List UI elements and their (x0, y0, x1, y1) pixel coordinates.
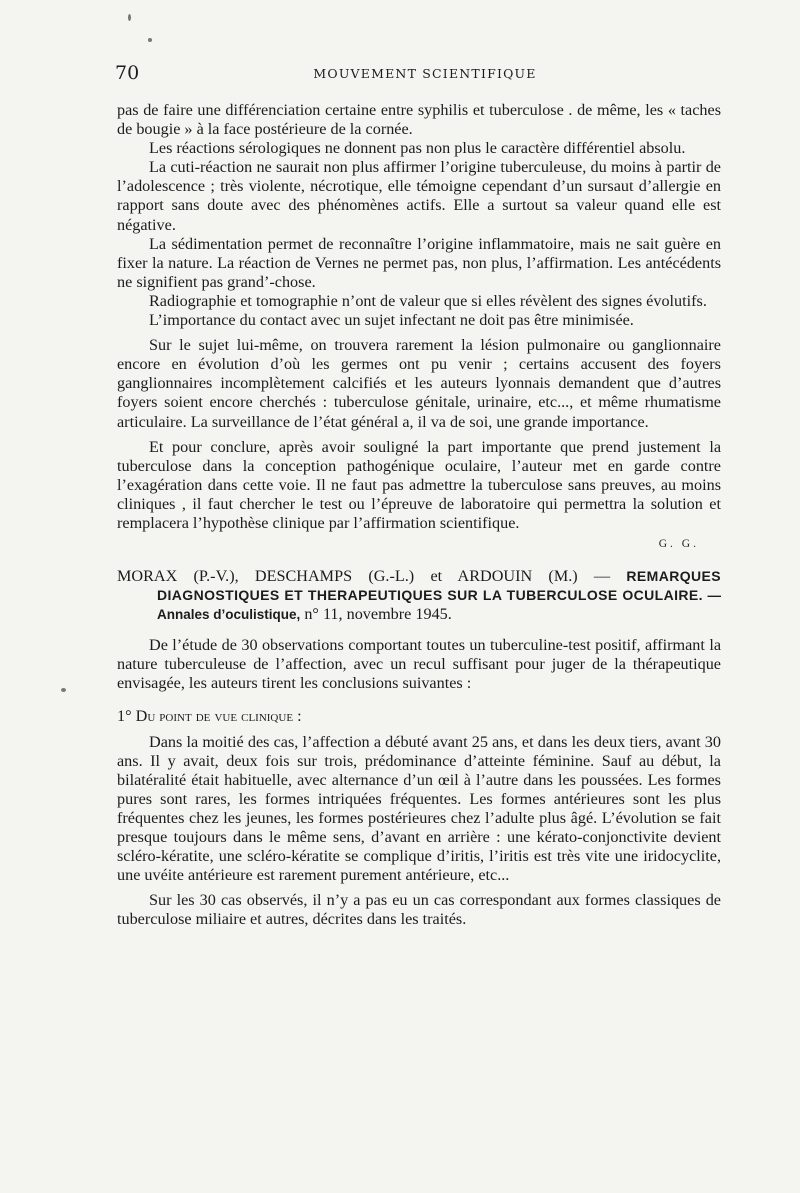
paragraph: De l’étude de 30 observations comportant toutes un tuberculine-test positif, affirmant la nature tuberculeuse de l’affection, avec un recul suffisant pour juger de la thérapeutique envisagée, les auteurs tirent les conclusions suivantes : (117, 636, 721, 693)
scan-speck (128, 14, 131, 21)
section-title: Du point de vue clinique : (135, 707, 302, 726)
paragraph: Radiographie et tomographie n’ont de valeur que si elles révèlent des signes évolutifs. (149, 291, 707, 310)
section-number: 1° (117, 707, 132, 726)
paragraph: L’importance du contact avec un sujet infectant ne doit pas être minimisée. (149, 311, 634, 330)
paragraph: Sur les 30 cas observés, il n’y a pas eu un cas correspondant aux formes classiques de tuberculose miliaire et autres, décrites dans les traités. (117, 891, 721, 929)
page-header (115, 62, 735, 86)
paragraph: La cuti-réaction ne saurait non plus affirmer l’origine tuberculeuse, du moins à partir de l’adolescence ; très violente, nécrotique, elle témoigne cependant d’un sursaut d’allergie en rapport sans doute avec des phénomènes actifs. Elle a surtout sa valeur quand elle est négative. (117, 158, 721, 234)
paragraph: Les réactions sérologiques ne donnent pas non plus le caractère différentiel absolu. (149, 139, 686, 158)
paragraph: Et pour conclure, après avoir souligné la part importante que prend justement la tuberculose dans la conception pathogénique oculaire, l’auteur met en garde contre l’exagération dans cette voie. Il ne faut pas admettre la tuberculose sans preuves, au moins cliniques , il faut chercher le test ou l’épreuve de laboratoire qui permettra la solution et remplacera l’hypothèse clinique par l’affirmation scientifique. (117, 437, 721, 532)
page-content (117, 101, 721, 929)
running-title: MOUVEMENT SCIENTIFIQUE (313, 66, 537, 81)
author-signature: G. G. (658, 538, 699, 551)
reference-journal: — Annales d’oculistique, (157, 588, 721, 623)
scan-speck (61, 688, 66, 692)
paragraph: Dans la moitié des cas, l’affection a débuté avant 25 ans, et dans les deux tiers, avant 30 ans. Il y avait, deux fois sur trois, prédominance d’atteinte féminine. Sauf au début, la bilatéralité était habituelle, avec alternance d’un œil à l’autre dans les poussées. Les formes pures sont rares, les formes intriquées fréquentes. Les formes antérieures sont les plus fréquentes chez les jeunes, les formes postérieures chez l’adulte plus âgé. L’évolution se fait presque toujours dans le même sens, d’avant en arrière : une kérato-conjonctivite devient scléro-kératite, une scléro-kératite se complique d’iritis, l’iritis est très vite une iridocyclite, une uvéite antérieure est rarement purement antérieure, etc... (117, 732, 721, 885)
reference-issue: n° 11, novembre 1945. (304, 605, 452, 624)
section-heading (117, 707, 721, 726)
bibliographic-reference (117, 567, 721, 624)
scan-speck (148, 38, 152, 42)
reference-authors: MORAX (P.-V.), DESCHAMPS (G.-L.) et ARDOUIN (M.) — (117, 567, 611, 586)
paragraph: Sur le sujet lui-même, on trouvera rarement la lésion pulmonaire ou ganglionnaire encore en évolution d’où les germes ont pu venir ; certains accusent des foyers ganglionnaires incomplètement calcifiés et les auteurs lyonnais demandent que d’autres foyers soient encore cherchés : tuberculose génitale, urinaire, etc..., et même rhumatisme articulaire. La surveillance de l’état général a, il va de soi, une grande importance. (117, 336, 721, 431)
page-number: 70 (115, 62, 140, 84)
paragraph: pas de faire une différenciation certaine entre syphilis et tuberculose . de même, les « taches de bougie » à la face postérieure de la cornée. (117, 101, 721, 139)
paragraph: La sédimentation permet de reconnaître l’origine inflammatoire, mais ne sait guère en fixer la nature. La réaction de Vernes ne permet pas, non plus, l’affirmation. Les antécédents ne signifient pas grand’-chose. (117, 234, 721, 291)
reference-title: REMARQUES DIAGNOSTIQUES ET THERAPEUTIQUES SUR LA TUBERCULOSE OCULAIRE. (157, 568, 722, 604)
